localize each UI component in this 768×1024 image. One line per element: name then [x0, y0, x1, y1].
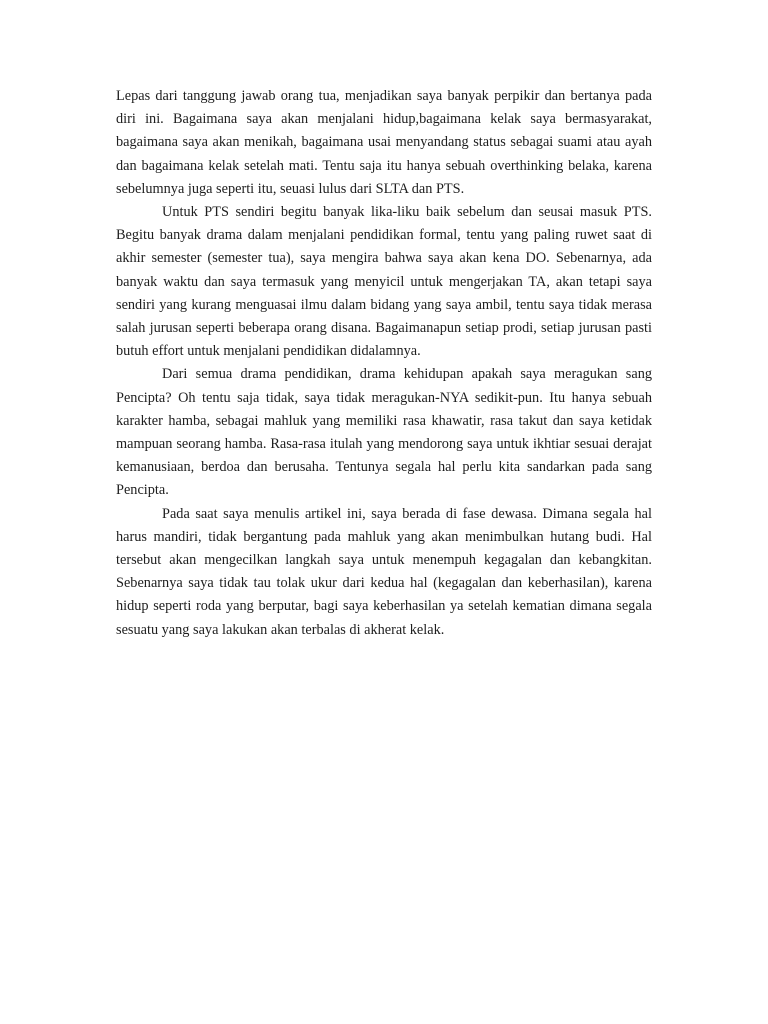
paragraph-1: Lepas dari tanggung jawab orang tua, menjadikan saya banyak perpikir dan bertanya pada diri ini. Bagaimana saya akan menjalani hidup,bagaimana kelak saya bermasyarakat, bagaimana saya akan menikah, bagaimana usai menyandang status sebagai suami atau ayah dan bagaimana kelak setelah mati. Tentu saja itu hanya sebuah overthinking belaka, karena sebelumnya juga seperti itu, seuasi lulus dari SLTA dan PTS. [116, 88, 652, 197]
paragraph-4: Pada saat saya menulis artikel ini, saya berada di fase dewasa. Dimana segala hal harus mandiri, tidak bergantung pada mahluk yang akan menimbulkan hutang budi. Hal tersebut akan mengecilkan langkah saya untuk menempuh kegagalan dan kebangkitan. Sebenarnya saya tidak tau tolak ukur dari kedua hal (kegagalan dan keberhasilan), karena hidup seperti roda yang berputar, bagi saya keberhasilan ya setelah kematian dimana segala sesuatu yang saya lakukan akan terbalas di akherat kelak. [116, 505, 652, 638]
paragraph-2: Untuk PTS sendiri begitu banyak lika-liku baik sebelum dan seusai masuk PTS. Begitu banyak drama dalam menjalani pendidikan formal, tentu yang paling ruwet saat di akhir semester (semester tua), saya mengira bahwa saya akan kena DO. Sebenarnya, ada banyak waktu dan saya termasuk yang menyicil untuk mengerjakan TA, akan tetapi saya sendiri yang kurang menguasai ilmu dalam bidang yang saya ambil, tentu saya tidak merasa salah jurusan seperti beberapa orang disana. Bagaimanapun setiap prodi, setiap jurusan pasti butuh effort untuk menjalani pendidikan didalamnya. [116, 204, 652, 360]
document-body [116, 85, 652, 642]
paragraph-3: Dari semua drama pendidikan, drama kehidupan apakah saya meragukan sang Pencipta? Oh tentu saja tidak, saya tidak meragukan-NYA sedikit-pun. Itu hanya sebuah karakter hamba, sebagai mahluk yang memiliki rasa khawatir, rasa takut dan saya ketidak mampuan seorang hamba. Rasa-rasa itulah yang mendorong saya untuk ikhtiar sesuai derajat kemanusiaan, berdoa dan berusaha. Tentunya segala hal perlu kita sandarkan pada sang Pencipta. [116, 366, 652, 499]
